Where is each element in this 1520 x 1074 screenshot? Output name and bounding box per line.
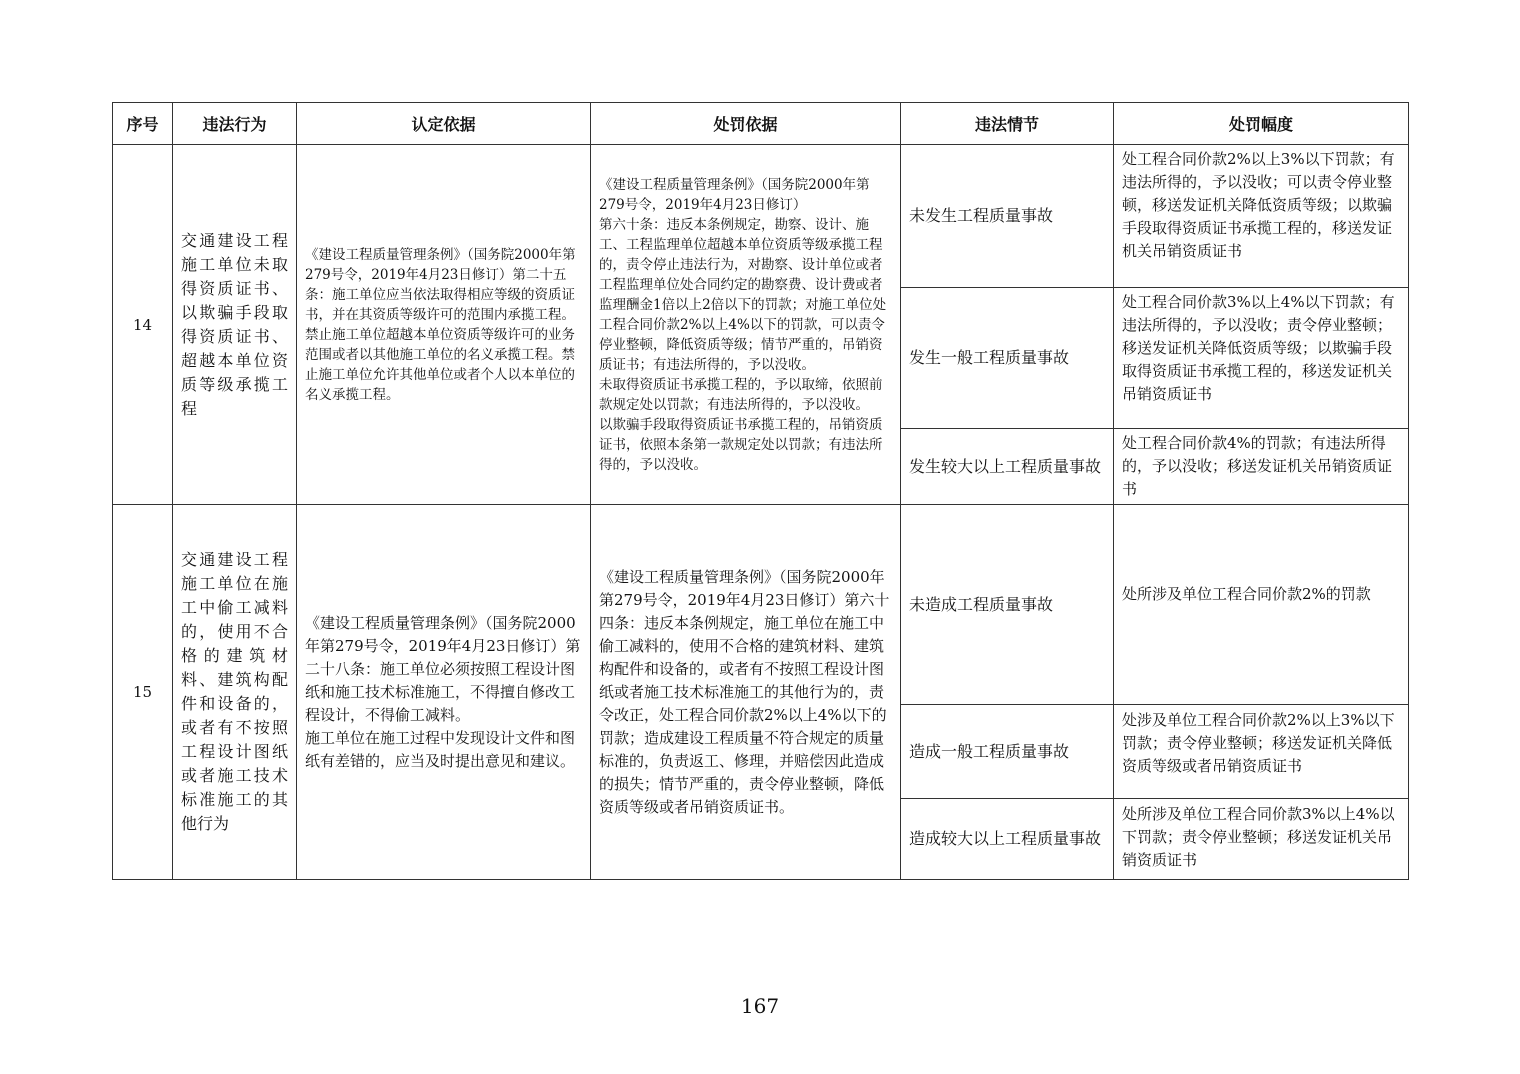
circumstance: 未造成工程质量事故 <box>901 505 1114 705</box>
penalty-table <box>112 102 1409 880</box>
header-circumstance: 违法情节 <box>901 103 1114 145</box>
circumstance: 造成一般工程质量事故 <box>901 705 1114 799</box>
determination-basis: 《建设工程质量管理条例》（国务院2000年第279号令，2019年4月23日修订）第二十八条：施工单位必须按照工程设计图纸和施工技术标准施工，不得擅自修改工程设计，不得偷工减料。 施工单位在施工过程中发现设计文件和图纸有差错的，应当及时提出意见和建议。 <box>297 505 591 880</box>
violation-act: 交通建设工程施工单位在施工中偷工减料的，使用不合格的建筑材料、建筑构配件和设备的，或者有不按照工程设计图纸或者施工技术标准施工的其他行为 <box>173 505 297 880</box>
penalty-range: 处工程合同价款4%的罚款；有违法所得的，予以没收；移送发证机关吊销资质证书 <box>1114 429 1409 505</box>
circumstance: 发生较大以上工程质量事故 <box>901 429 1114 505</box>
row-seq: 15 <box>113 505 173 880</box>
penalty-range: 处所涉及单位工程合同价款3%以上4%以下罚款；责令停业整顿；移送发证机关吊销资质证书 <box>1114 799 1409 880</box>
penalty-range: 处工程合同价款3%以上4%以下罚款；有违法所得的，予以没收；责令停业整顿；移送发证机关降低资质等级；以欺骗手段取得资质证书承揽工程的，移送发证机关吊销资质证书 <box>1114 288 1409 429</box>
penalty-range: 处工程合同价款2%以上3%以下罚款；有违法所得的，予以没收；可以责令停业整顿，移送发证机关降低资质等级；以欺骗手段取得资质证书承揽工程的，移送发证机关吊销资质证书 <box>1114 145 1409 288</box>
header-penalty-basis: 处罚依据 <box>591 103 901 145</box>
table-header-row <box>113 103 1409 145</box>
penalty-range: 处涉及单位工程合同价款2%以上3%以下罚款；责令停业整顿；移送发证机关降低资质等级或者吊销资质证书 <box>1114 705 1409 799</box>
page-number: 167 <box>740 994 780 1018</box>
header-act: 违法行为 <box>173 103 297 145</box>
circumstance: 未发生工程质量事故 <box>901 145 1114 288</box>
table-row <box>113 505 1409 705</box>
header-basis: 认定依据 <box>297 103 591 145</box>
circumstance: 发生一般工程质量事故 <box>901 288 1114 429</box>
penalty-basis: 《建设工程质量管理条例》（国务院2000年第279号令，2019年4月23日修订） 第六十条：违反本条例规定，勘察、设计、施工、工程监理单位超越本单位资质等级承揽工程的，责令停止违法行为，对勘察、设计单位或者工程监理单位处合同约定的勘察费、设计费或者监理酬金1倍以上2倍以下的罚款；对施工单位处工程合同价款2%以上4%以下的罚款，可以责令停业整顿，降低资质等级；情节严重的，吊销资质证书；有违法所得的，予以没收。 未取得资质证书承揽工程的，予以取缔，依照前款规定处以罚款；有违法所得的，予以没收。 以欺骗手段取得资质证书承揽工程的，吊销资质证书，依照本条第一款规定处以罚款；有违法所得的，予以没收。 <box>591 145 901 505</box>
row-seq: 14 <box>113 145 173 505</box>
penalty-range: 处所涉及单位工程合同价款2%的罚款 <box>1114 505 1409 705</box>
header-seq: 序号 <box>113 103 173 145</box>
table-row <box>113 145 1409 288</box>
circumstance: 造成较大以上工程质量事故 <box>901 799 1114 880</box>
determination-basis: 《建设工程质量管理条例》（国务院2000年第279号令，2019年4月23日修订）第二十五条：施工单位应当依法取得相应等级的资质证书，并在其资质等级许可的范围内承揽工程。 禁止施工单位超越本单位资质等级许可的业务范围或者以其他施工单位的名义承揽工程。禁止施工单位允许其他单位或者个人以本单位的名义承揽工程。 <box>297 145 591 505</box>
header-penalty: 处罚幅度 <box>1114 103 1409 145</box>
penalty-basis: 《建设工程质量管理条例》（国务院2000年第279号令，2019年4月23日修订）第六十四条：违反本条例规定，施工单位在施工中偷工减料的，使用不合格的建筑材料、建筑构配件和设备的，或者有不按照工程设计图纸或者施工技术标准施工的其他行为的，责令改正，处工程合同价款2%以上4%以下的罚款；造成建设工程质量不符合规定的质量标准的，负责返工、修理，并赔偿因此造成的损失；情节严重的，责令停业整顿，降低资质等级或者吊销资质证书。 <box>591 505 901 880</box>
violation-act: 交通建设工程施工单位未取得资质证书、以欺骗手段取得资质证书、超越本单位资质等级承揽工程 <box>173 145 297 505</box>
